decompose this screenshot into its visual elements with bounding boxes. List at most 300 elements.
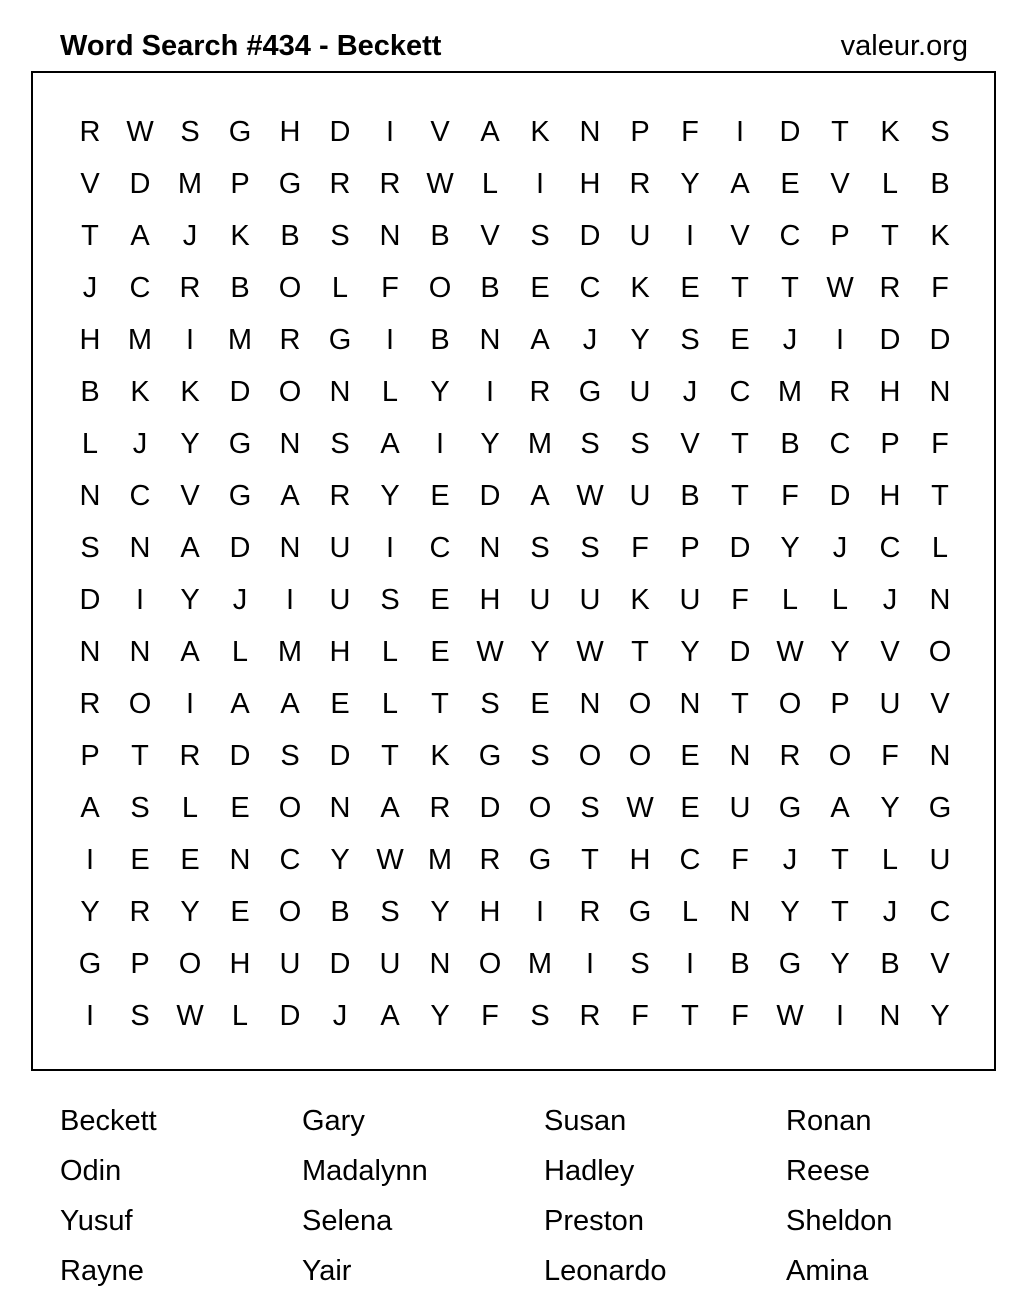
grid-letter[interactable]: R — [329, 168, 351, 200]
grid-letter[interactable]: C — [829, 428, 851, 460]
grid-letter[interactable]: J — [882, 896, 898, 928]
grid-letter[interactable]: S — [630, 428, 650, 460]
grid-letter[interactable]: S — [330, 220, 350, 252]
grid-letter[interactable]: B — [680, 480, 700, 512]
grid-letter[interactable]: S — [180, 116, 200, 148]
grid-letter[interactable]: L — [881, 844, 899, 876]
grid-letter[interactable]: F — [681, 116, 699, 148]
grid-letter[interactable]: I — [185, 324, 195, 356]
grid-letter[interactable]: U — [279, 948, 301, 980]
grid-letter[interactable]: H — [479, 896, 501, 928]
grid-letter[interactable]: U — [579, 584, 601, 616]
grid-letter[interactable]: Y — [430, 1000, 450, 1032]
grid-letter[interactable]: H — [479, 584, 501, 616]
grid-letter[interactable]: W — [626, 792, 654, 824]
grid-letter[interactable]: M — [227, 324, 253, 356]
grid-letter[interactable]: T — [731, 272, 749, 304]
grid-letter[interactable]: F — [881, 740, 899, 772]
grid-letter[interactable]: I — [85, 844, 95, 876]
grid-letter[interactable]: V — [730, 220, 750, 252]
grid-letter[interactable]: Y — [530, 636, 550, 668]
grid-letter[interactable]: I — [85, 1000, 95, 1032]
grid-letter[interactable]: D — [329, 116, 351, 148]
grid-letter[interactable]: K — [430, 740, 450, 772]
grid-letter[interactable]: D — [829, 480, 851, 512]
grid-letter[interactable]: B — [80, 376, 100, 408]
grid-letter[interactable]: P — [130, 948, 150, 980]
grid-letter[interactable]: D — [579, 220, 601, 252]
grid-letter[interactable]: E — [780, 168, 800, 200]
grid-letter[interactable]: E — [430, 636, 450, 668]
grid-letter[interactable]: P — [230, 168, 250, 200]
grid-letter[interactable]: D — [79, 584, 101, 616]
grid-letter[interactable]: G — [328, 324, 352, 356]
grid-letter[interactable]: T — [831, 844, 849, 876]
grid-letter[interactable]: U — [629, 480, 651, 512]
grid-letter[interactable]: N — [929, 584, 951, 616]
grid-letter[interactable]: J — [182, 220, 198, 252]
grid-letter[interactable]: K — [230, 220, 250, 252]
grid-letter[interactable]: B — [330, 896, 350, 928]
grid-letter[interactable]: C — [779, 220, 801, 252]
grid-letter[interactable]: O — [278, 896, 302, 928]
grid-letter[interactable]: Y — [780, 896, 800, 928]
grid-letter[interactable]: K — [630, 584, 650, 616]
grid-letter[interactable]: A — [730, 168, 750, 200]
grid-letter[interactable]: G — [228, 480, 252, 512]
grid-letter[interactable]: A — [280, 688, 300, 720]
grid-letter[interactable]: J — [232, 584, 248, 616]
grid-letter[interactable]: E — [530, 272, 550, 304]
grid-letter[interactable]: G — [928, 792, 952, 824]
grid-letter[interactable]: O — [628, 740, 652, 772]
grid-letter[interactable]: T — [831, 116, 849, 148]
grid-letter[interactable]: L — [931, 532, 949, 564]
grid-letter[interactable]: W — [126, 116, 154, 148]
grid-letter[interactable]: U — [329, 532, 351, 564]
grid-letter[interactable]: O — [928, 636, 952, 668]
grid-letter[interactable]: N — [479, 324, 501, 356]
grid-letter[interactable]: O — [778, 688, 802, 720]
grid-letter[interactable]: T — [831, 896, 849, 928]
grid-letter[interactable]: M — [177, 168, 203, 200]
grid-letter[interactable]: F — [781, 480, 799, 512]
grid-letter[interactable]: G — [778, 792, 802, 824]
grid-letter[interactable]: J — [682, 376, 698, 408]
grid-letter[interactable]: L — [81, 428, 99, 460]
grid-letter[interactable]: D — [129, 168, 151, 200]
grid-letter[interactable]: V — [680, 428, 700, 460]
grid-letter[interactable]: G — [778, 948, 802, 980]
grid-letter[interactable]: S — [530, 740, 550, 772]
grid-letter[interactable]: S — [530, 532, 550, 564]
grid-letter[interactable]: Y — [180, 584, 200, 616]
grid-letter[interactable]: M — [777, 376, 803, 408]
grid-letter[interactable]: C — [129, 272, 151, 304]
grid-letter[interactable]: Y — [680, 168, 700, 200]
grid-letter[interactable]: R — [829, 376, 851, 408]
grid-letter[interactable]: A — [180, 636, 200, 668]
grid-letter[interactable]: U — [629, 220, 651, 252]
grid-letter[interactable]: U — [379, 948, 401, 980]
grid-letter[interactable]: R — [79, 116, 101, 148]
grid-letter[interactable]: R — [79, 688, 101, 720]
grid-letter[interactable]: Y — [830, 948, 850, 980]
grid-letter[interactable]: K — [880, 116, 900, 148]
grid-letter[interactable]: P — [830, 688, 850, 720]
grid-letter[interactable]: W — [426, 168, 454, 200]
grid-letter[interactable]: L — [481, 168, 499, 200]
grid-letter[interactable]: P — [880, 428, 900, 460]
grid-letter[interactable]: Y — [180, 896, 200, 928]
grid-letter[interactable]: I — [385, 324, 395, 356]
grid-letter[interactable]: R — [529, 376, 551, 408]
grid-letter[interactable]: N — [579, 688, 601, 720]
grid-letter[interactable]: C — [929, 896, 951, 928]
grid-letter[interactable]: L — [331, 272, 349, 304]
grid-letter[interactable]: Y — [780, 532, 800, 564]
grid-letter[interactable]: R — [879, 272, 901, 304]
grid-letter[interactable]: J — [882, 584, 898, 616]
grid-letter[interactable]: G — [278, 168, 302, 200]
grid-letter[interactable]: Y — [830, 636, 850, 668]
grid-letter[interactable]: M — [427, 844, 453, 876]
grid-letter[interactable]: S — [280, 740, 300, 772]
grid-letter[interactable]: S — [330, 428, 350, 460]
grid-letter[interactable]: D — [329, 948, 351, 980]
grid-letter[interactable]: H — [329, 636, 351, 668]
grid-letter[interactable]: I — [685, 220, 695, 252]
grid-letter[interactable]: B — [280, 220, 300, 252]
grid-letter[interactable]: F — [481, 1000, 499, 1032]
grid-letter[interactable]: T — [881, 220, 899, 252]
grid-letter[interactable]: S — [80, 532, 100, 564]
grid-letter[interactable]: N — [729, 740, 751, 772]
grid-letter[interactable]: S — [580, 792, 600, 824]
grid-letter[interactable]: S — [380, 584, 400, 616]
grid-letter[interactable]: S — [480, 688, 500, 720]
grid-letter[interactable]: Y — [430, 376, 450, 408]
grid-letter[interactable]: K — [130, 376, 150, 408]
grid-letter[interactable]: C — [879, 532, 901, 564]
grid-letter[interactable]: Y — [180, 428, 200, 460]
grid-letter[interactable]: V — [930, 948, 950, 980]
grid-letter[interactable]: F — [731, 1000, 749, 1032]
grid-letter[interactable]: N — [379, 220, 401, 252]
grid-letter[interactable]: W — [776, 1000, 804, 1032]
grid-letter[interactable]: P — [830, 220, 850, 252]
grid-letter[interactable]: I — [485, 376, 495, 408]
grid-letter[interactable]: R — [479, 844, 501, 876]
grid-letter[interactable]: J — [332, 1000, 348, 1032]
grid-letter[interactable]: A — [480, 116, 500, 148]
grid-letter[interactable]: C — [129, 480, 151, 512]
grid-letter[interactable]: T — [131, 740, 149, 772]
grid-letter[interactable]: F — [381, 272, 399, 304]
grid-letter[interactable]: W — [776, 636, 804, 668]
grid-letter[interactable]: F — [931, 428, 949, 460]
grid-letter[interactable]: B — [780, 428, 800, 460]
grid-letter[interactable]: F — [631, 1000, 649, 1032]
grid-letter[interactable]: T — [731, 428, 749, 460]
grid-letter[interactable]: A — [530, 480, 550, 512]
grid-letter[interactable]: B — [480, 272, 500, 304]
grid-letter[interactable]: N — [729, 896, 751, 928]
grid-letter[interactable]: N — [479, 532, 501, 564]
grid-letter[interactable]: V — [480, 220, 500, 252]
grid-letter[interactable]: V — [830, 168, 850, 200]
grid-letter[interactable]: B — [230, 272, 250, 304]
grid-letter[interactable]: M — [127, 324, 153, 356]
grid-letter[interactable]: P — [80, 740, 100, 772]
grid-letter[interactable]: U — [529, 584, 551, 616]
grid-letter[interactable]: O — [278, 376, 302, 408]
grid-letter[interactable]: H — [229, 948, 251, 980]
grid-letter[interactable]: W — [176, 1000, 204, 1032]
grid-letter[interactable]: U — [729, 792, 751, 824]
grid-letter[interactable]: N — [879, 1000, 901, 1032]
grid-letter[interactable]: L — [381, 376, 399, 408]
grid-letter[interactable]: A — [380, 792, 400, 824]
grid-letter[interactable]: L — [181, 792, 199, 824]
grid-letter[interactable]: J — [82, 272, 98, 304]
grid-letter[interactable]: B — [430, 220, 450, 252]
grid-letter[interactable]: O — [128, 688, 152, 720]
grid-letter[interactable]: L — [381, 636, 399, 668]
grid-letter[interactable]: K — [930, 220, 950, 252]
grid-letter[interactable]: N — [929, 376, 951, 408]
grid-letter[interactable]: S — [630, 948, 650, 980]
grid-letter[interactable]: I — [385, 532, 395, 564]
grid-letter[interactable]: D — [779, 116, 801, 148]
grid-letter[interactable]: E — [680, 740, 700, 772]
grid-letter[interactable]: G — [78, 948, 102, 980]
grid-letter[interactable]: I — [285, 584, 295, 616]
grid-letter[interactable]: N — [579, 116, 601, 148]
grid-letter[interactable]: T — [731, 480, 749, 512]
grid-letter[interactable]: T — [431, 688, 449, 720]
grid-letter[interactable]: F — [631, 532, 649, 564]
grid-letter[interactable]: T — [81, 220, 99, 252]
grid-letter[interactable]: R — [429, 792, 451, 824]
grid-letter[interactable]: R — [379, 168, 401, 200]
grid-letter[interactable]: K — [530, 116, 550, 148]
grid-letter[interactable]: H — [879, 480, 901, 512]
grid-letter[interactable]: K — [180, 376, 200, 408]
grid-letter[interactable]: D — [279, 1000, 301, 1032]
grid-letter[interactable]: U — [879, 688, 901, 720]
grid-letter[interactable]: N — [929, 740, 951, 772]
grid-letter[interactable]: D — [929, 324, 951, 356]
grid-letter[interactable]: N — [429, 948, 451, 980]
grid-letter[interactable]: G — [478, 740, 502, 772]
grid-letter[interactable]: G — [628, 896, 652, 928]
grid-letter[interactable]: E — [330, 688, 350, 720]
grid-letter[interactable]: R — [629, 168, 651, 200]
grid-letter[interactable]: L — [831, 584, 849, 616]
grid-letter[interactable]: I — [735, 116, 745, 148]
grid-letter[interactable]: C — [729, 376, 751, 408]
grid-letter[interactable]: B — [880, 948, 900, 980]
grid-letter[interactable]: S — [130, 1000, 150, 1032]
grid-letter[interactable]: G — [228, 116, 252, 148]
grid-letter[interactable]: B — [730, 948, 750, 980]
grid-letter[interactable]: E — [180, 844, 200, 876]
grid-letter[interactable]: P — [630, 116, 650, 148]
grid-letter[interactable]: Y — [430, 896, 450, 928]
grid-letter[interactable]: Y — [480, 428, 500, 460]
grid-letter[interactable]: Y — [380, 480, 400, 512]
grid-letter[interactable]: A — [380, 1000, 400, 1032]
grid-letter[interactable]: T — [681, 1000, 699, 1032]
grid-letter[interactable]: V — [930, 688, 950, 720]
grid-letter[interactable]: A — [380, 428, 400, 460]
grid-letter[interactable]: Y — [80, 896, 100, 928]
grid-letter[interactable]: J — [832, 532, 848, 564]
grid-letter[interactable]: O — [278, 272, 302, 304]
grid-letter[interactable]: O — [428, 272, 452, 304]
grid-letter[interactable]: D — [229, 740, 251, 772]
grid-letter[interactable]: M — [527, 948, 553, 980]
grid-letter[interactable]: E — [130, 844, 150, 876]
grid-letter[interactable]: W — [826, 272, 854, 304]
grid-letter[interactable]: K — [630, 272, 650, 304]
grid-letter[interactable]: D — [729, 532, 751, 564]
grid-letter[interactable]: I — [585, 948, 595, 980]
grid-letter[interactable]: R — [579, 1000, 601, 1032]
grid-letter[interactable]: R — [179, 272, 201, 304]
grid-letter[interactable]: O — [278, 792, 302, 824]
grid-letter[interactable]: O — [178, 948, 202, 980]
grid-letter[interactable]: E — [730, 324, 750, 356]
grid-letter[interactable]: H — [279, 116, 301, 148]
grid-letter[interactable]: N — [79, 636, 101, 668]
grid-letter[interactable]: F — [931, 272, 949, 304]
grid-letter[interactable]: L — [381, 688, 399, 720]
grid-letter[interactable]: D — [479, 792, 501, 824]
grid-letter[interactable]: W — [576, 480, 604, 512]
grid-letter[interactable]: J — [132, 428, 148, 460]
grid-letter[interactable]: O — [578, 740, 602, 772]
grid-letter[interactable]: J — [582, 324, 598, 356]
grid-letter[interactable]: U — [329, 584, 351, 616]
grid-letter[interactable]: M — [277, 636, 303, 668]
grid-letter[interactable]: S — [530, 220, 550, 252]
grid-letter[interactable]: N — [129, 532, 151, 564]
grid-letter[interactable]: G — [528, 844, 552, 876]
grid-letter[interactable]: R — [129, 896, 151, 928]
grid-letter[interactable]: M — [527, 428, 553, 460]
grid-letter[interactable]: N — [229, 844, 251, 876]
grid-letter[interactable]: A — [80, 792, 100, 824]
grid-letter[interactable]: N — [79, 480, 101, 512]
grid-letter[interactable]: D — [729, 636, 751, 668]
grid-letter[interactable]: O — [478, 948, 502, 980]
grid-letter[interactable]: S — [530, 1000, 550, 1032]
grid-letter[interactable]: S — [680, 324, 700, 356]
grid-letter[interactable]: P — [680, 532, 700, 564]
grid-letter[interactable]: T — [731, 688, 749, 720]
grid-letter[interactable]: L — [231, 1000, 249, 1032]
grid-letter[interactable]: T — [931, 480, 949, 512]
grid-letter[interactable]: I — [385, 116, 395, 148]
grid-letter[interactable]: C — [429, 532, 451, 564]
grid-letter[interactable]: I — [835, 324, 845, 356]
grid-letter[interactable]: E — [430, 480, 450, 512]
grid-letter[interactable]: D — [229, 376, 251, 408]
grid-letter[interactable]: H — [79, 324, 101, 356]
grid-letter[interactable]: A — [530, 324, 550, 356]
grid-letter[interactable]: W — [376, 844, 404, 876]
grid-letter[interactable]: H — [629, 844, 651, 876]
grid-letter[interactable]: V — [80, 168, 100, 200]
grid-letter[interactable]: V — [880, 636, 900, 668]
grid-letter[interactable]: O — [828, 740, 852, 772]
grid-letter[interactable]: S — [380, 896, 400, 928]
grid-letter[interactable]: A — [180, 532, 200, 564]
grid-letter[interactable]: O — [628, 688, 652, 720]
grid-letter[interactable]: I — [535, 168, 545, 200]
grid-letter[interactable]: L — [881, 168, 899, 200]
grid-letter[interactable]: U — [929, 844, 951, 876]
grid-letter[interactable]: B — [930, 168, 950, 200]
grid-letter[interactable]: R — [779, 740, 801, 772]
grid-letter[interactable]: E — [680, 272, 700, 304]
grid-letter[interactable]: I — [835, 1000, 845, 1032]
grid-letter[interactable]: G — [578, 376, 602, 408]
grid-letter[interactable]: W — [476, 636, 504, 668]
grid-letter[interactable]: O — [528, 792, 552, 824]
grid-letter[interactable]: D — [229, 532, 251, 564]
grid-letter[interactable]: N — [279, 532, 301, 564]
grid-letter[interactable]: A — [130, 220, 150, 252]
grid-letter[interactable]: Y — [880, 792, 900, 824]
grid-letter[interactable]: D — [329, 740, 351, 772]
grid-letter[interactable]: U — [629, 376, 651, 408]
grid-letter[interactable]: E — [680, 792, 700, 824]
grid-letter[interactable]: R — [279, 324, 301, 356]
grid-letter[interactable]: N — [329, 376, 351, 408]
grid-letter[interactable]: N — [129, 636, 151, 668]
grid-letter[interactable]: V — [430, 116, 450, 148]
grid-letter[interactable]: E — [230, 792, 250, 824]
grid-letter[interactable]: G — [228, 428, 252, 460]
grid-letter[interactable]: D — [479, 480, 501, 512]
grid-letter[interactable]: I — [135, 584, 145, 616]
grid-letter[interactable]: D — [879, 324, 901, 356]
grid-letter[interactable]: A — [280, 480, 300, 512]
grid-letter[interactable]: R — [579, 896, 601, 928]
grid-letter[interactable]: N — [279, 428, 301, 460]
grid-letter[interactable]: C — [679, 844, 701, 876]
grid-letter[interactable]: C — [279, 844, 301, 876]
grid-letter[interactable]: L — [231, 636, 249, 668]
grid-letter[interactable]: F — [731, 844, 749, 876]
grid-letter[interactable]: E — [430, 584, 450, 616]
grid-letter[interactable]: E — [230, 896, 250, 928]
grid-letter[interactable]: S — [580, 532, 600, 564]
grid-letter[interactable]: I — [435, 428, 445, 460]
grid-letter[interactable]: B — [430, 324, 450, 356]
grid-letter[interactable]: S — [130, 792, 150, 824]
grid-letter[interactable]: L — [681, 896, 699, 928]
grid-letter[interactable]: T — [631, 636, 649, 668]
grid-letter[interactable]: T — [381, 740, 399, 772]
grid-letter[interactable]: I — [685, 948, 695, 980]
grid-letter[interactable]: A — [230, 688, 250, 720]
grid-letter[interactable]: V — [180, 480, 200, 512]
grid-letter[interactable]: W — [576, 636, 604, 668]
